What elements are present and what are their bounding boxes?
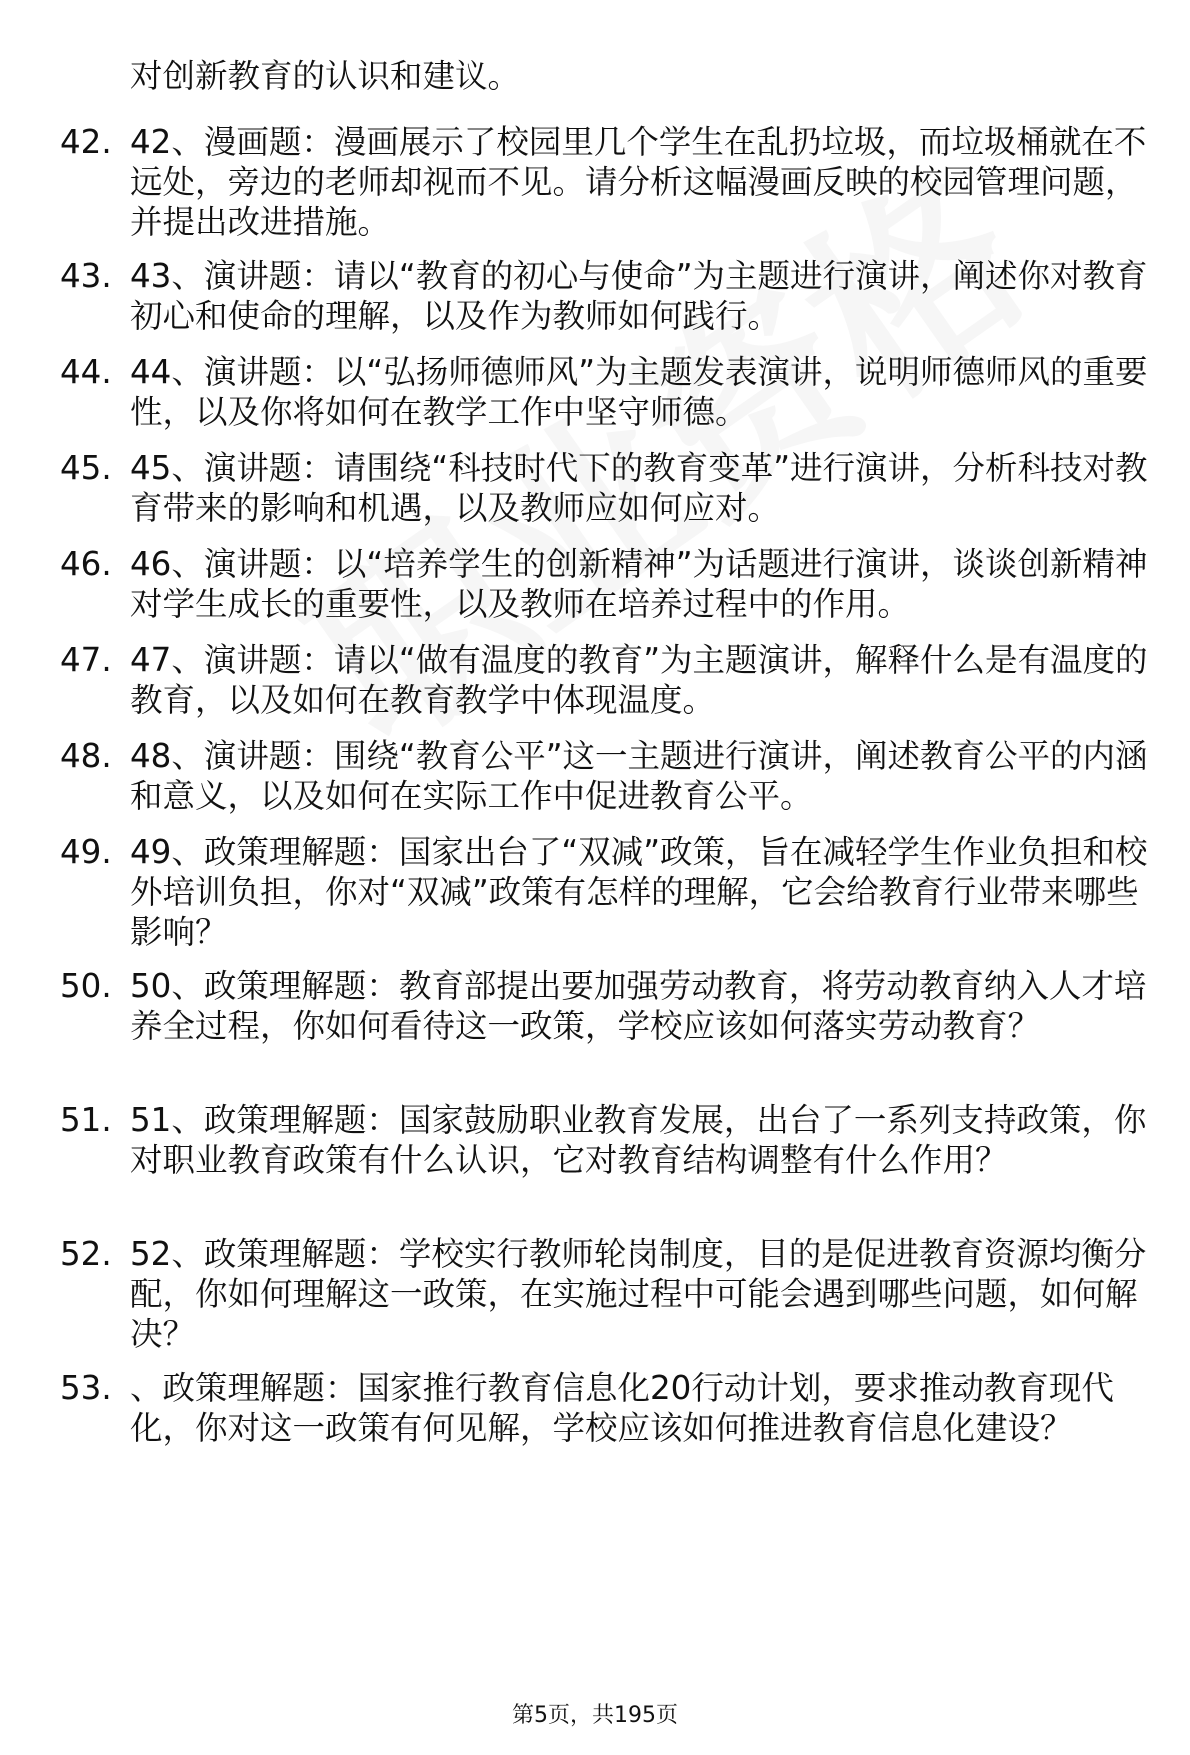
question-number: 52. <box>60 1235 112 1273</box>
question-item <box>60 448 1160 528</box>
question-number: 53. <box>60 1369 112 1407</box>
question-number: 46. <box>60 545 112 583</box>
question-item <box>60 832 1160 952</box>
question-number: 51. <box>60 1101 112 1139</box>
question-item <box>60 544 1160 624</box>
question-text: 50、政策理解题：教育部提出要加强劳动教育，将劳动教育纳入人才培养全过程，你如何看待这一政策，学校应该如何落实劳动教育？ <box>130 967 1147 1045</box>
question-number: 50. <box>60 967 112 1005</box>
question-text: 43、演讲题：请以“教育的初心与使命”为主题进行演讲，阐述你对教育初心和使命的理解，以及作为教师如何践行。 <box>130 257 1148 335</box>
question-text: 51、政策理解题：国家鼓励职业教育发展，出台了一系列支持政策，你对职业教育政策有什么认识，它对教育结构调整有什么作用？ <box>130 1101 1147 1179</box>
question-text: 45、演讲题：请围绕“科技时代下的教育变革”进行演讲，分析科技对教育带来的影响和机遇，以及教师应如何应对。 <box>130 449 1148 527</box>
question-text: 48、演讲题：围绕“教育公平”这一主题进行演讲，阐述教育公平的内涵和意义，以及如何在实际工作中促进教育公平。 <box>130 737 1148 815</box>
question-number: 49. <box>60 833 112 871</box>
question-item <box>60 122 1160 242</box>
continued-text: 对创新教育的认识和建议。 <box>130 57 521 95</box>
question-item <box>60 1234 1160 1354</box>
question-number: 43. <box>60 257 112 295</box>
question-item <box>60 1100 1160 1180</box>
question-text: 49、政策理解题：国家出台了“双减”政策，旨在减轻学生作业负担和校外培训负担，你对“双减”政策有怎样的理解，它会给教育行业带来哪些影响？ <box>130 833 1148 951</box>
question-text: 42、漫画题：漫画展示了校园里几个学生在乱扔垃圾，而垃圾桶就在不远处，旁边的老师却视而不见。请分析这幅漫画反映的校园管理问题，并提出改进措施。 <box>130 123 1147 241</box>
question-item <box>60 1368 1160 1448</box>
question-text: 、政策理解题：国家推行教育信息化20行动计划，要求推动教育现代化，你对这一政策有何见解，学校应该如何推进教育信息化建设？ <box>130 1369 1114 1447</box>
question-item <box>60 966 1160 1046</box>
question-item <box>60 256 1160 336</box>
question-number: 44. <box>60 353 112 391</box>
question-text: 52、政策理解题：学校实行教师轮岗制度，目的是促进教育资源均衡分配，你如何理解这一政策，在实施过程中可能会遇到哪些问题，如何解决？ <box>130 1235 1147 1353</box>
question-number: 45. <box>60 449 112 487</box>
question-text: 47、演讲题：请以“做有温度的教育”为主题演讲，解释什么是有温度的教育，以及如何在教育教学中体现温度。 <box>130 641 1148 719</box>
question-text: 46、演讲题：以“培养学生的创新精神”为话题进行演讲，谈谈创新精神对学生成长的重要性，以及教师在培养过程中的作用。 <box>130 545 1148 623</box>
question-item <box>60 736 1160 816</box>
page-footer: 第5页，共195页 <box>512 1703 678 1728</box>
question-text: 44、演讲题：以“弘扬师德师风”为主题发表演讲，说明师德师风的重要性，以及你将如何在教学工作中坚守师德。 <box>130 353 1148 431</box>
question-item <box>60 640 1160 720</box>
question-item <box>60 352 1160 432</box>
question-number: 48. <box>60 737 112 775</box>
question-number: 42. <box>60 123 112 161</box>
question-number: 47. <box>60 641 112 679</box>
